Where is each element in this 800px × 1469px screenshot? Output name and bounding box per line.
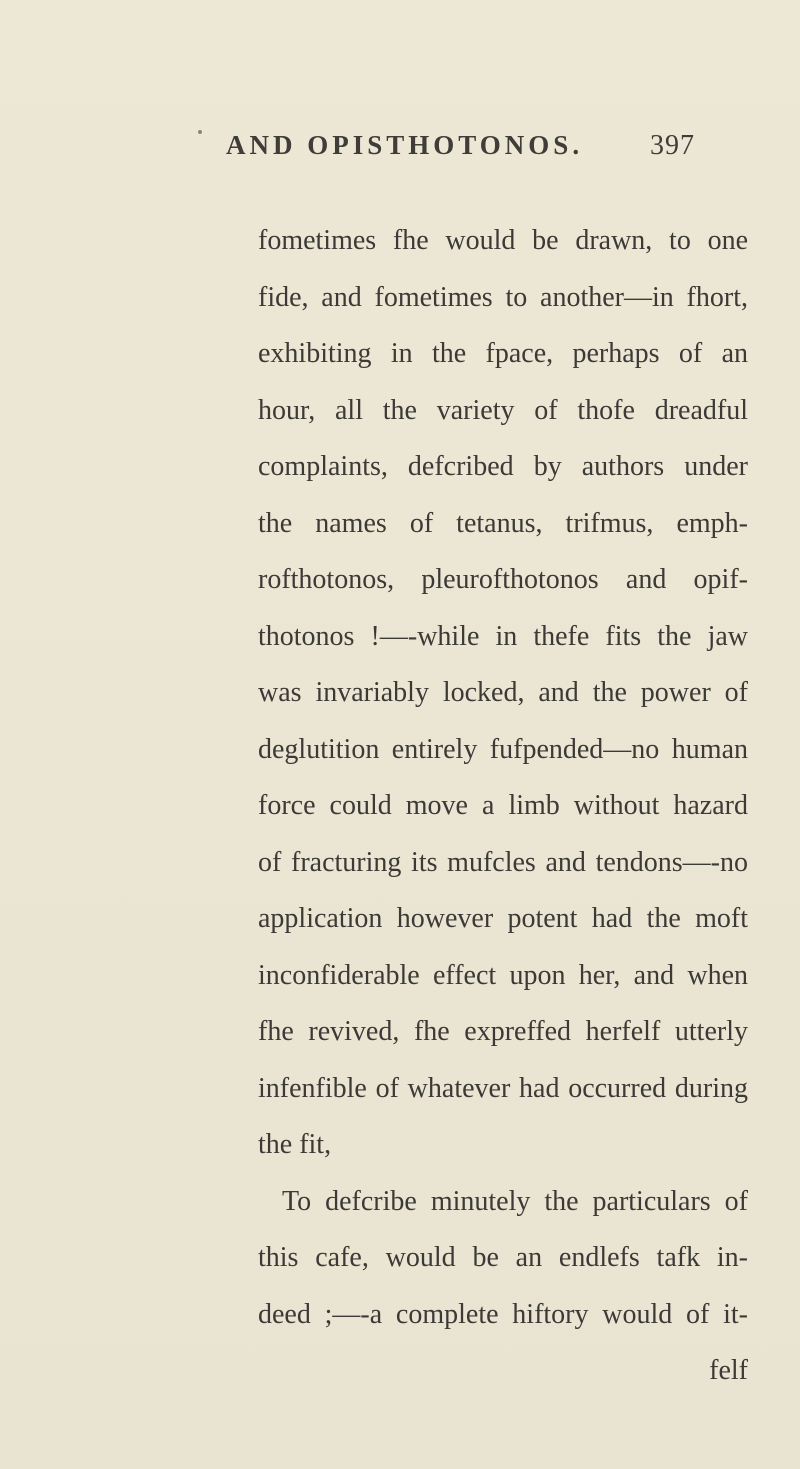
text-line: inconfiderable effect upon her, and when	[258, 959, 748, 991]
text-line: fhe revived, fhe expreffed herfelf utterly	[258, 1016, 748, 1047]
text-line: deglutition entirely fufpended—no human	[258, 733, 748, 765]
text-line: complaints, defcribed by authors under	[258, 451, 748, 482]
text-line: fide, and fometimes to another—in fhort,	[258, 281, 748, 313]
text-line: thotonos !—-while in thefe fits the jaw	[258, 620, 748, 652]
text-line: fometimes fhe would be drawn, to one	[258, 225, 748, 256]
body-text	[258, 213, 748, 1400]
text-line: application however potent had the moft	[258, 903, 748, 934]
text-line: was invariably locked, and the power of	[258, 677, 748, 708]
text-line: hour, all the variety of thofe dreadful	[258, 394, 748, 426]
text-line: deed ;—-a complete hiftory would of it-	[258, 1298, 748, 1330]
text-line-paragraph-end: the fit,	[258, 1129, 332, 1160]
text-line: infenfible of whatever had occurred during	[258, 1072, 748, 1104]
text-line: force could move a limb without hazard	[258, 790, 748, 821]
text-line: exhibiting in the fpace, perhaps of an	[258, 338, 748, 369]
page-number: 397	[650, 130, 695, 161]
text-line-paragraph-start: To defcribe minutely the particulars of	[282, 1185, 748, 1217]
text-line: the names of tetanus, trifmus, emph-	[258, 507, 748, 539]
running-head	[226, 130, 746, 170]
text-line: of fracturing its mufcles and tendons—-no	[258, 846, 748, 878]
running-title: AND OPISTHOTONOS.	[226, 130, 584, 160]
paper-speck	[198, 130, 202, 134]
text-line: this cafe, would be an endlefs tafk in-	[258, 1242, 748, 1273]
catchword: felf	[709, 1355, 748, 1386]
text-line: rofthotonos, pleurofthotonos and opif-	[258, 564, 748, 595]
